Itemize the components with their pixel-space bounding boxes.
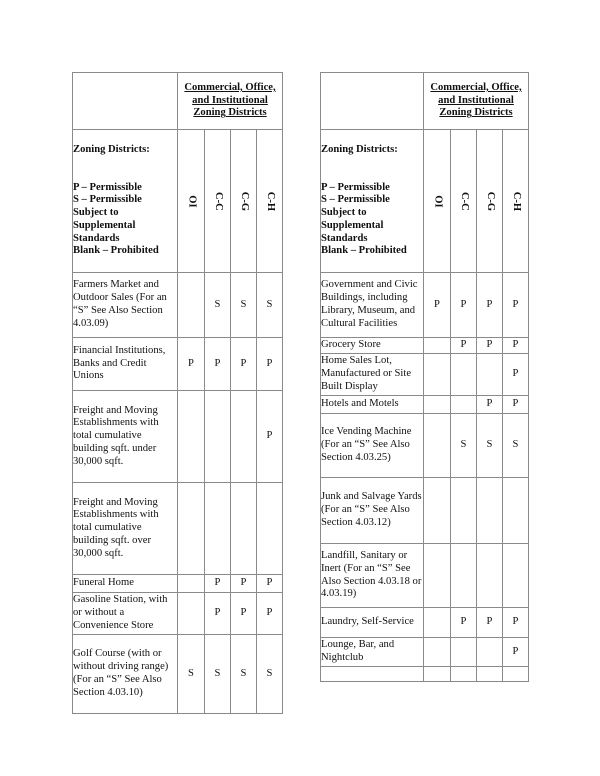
value-c-h: P bbox=[257, 593, 283, 635]
value-oi bbox=[178, 575, 205, 593]
value-oi bbox=[178, 593, 205, 635]
value-c-g bbox=[477, 667, 503, 682]
district-c-c: C-C bbox=[205, 130, 231, 273]
value-c-h: P bbox=[257, 391, 283, 483]
legend-blank: Blank – Prohibited bbox=[73, 245, 159, 257]
table-row bbox=[73, 635, 283, 714]
use-name bbox=[321, 667, 424, 682]
value-c-c bbox=[451, 544, 477, 608]
use-name: Farmers Market and Outdoor Sales (For an “S” See Also Section 4.03.09) bbox=[73, 273, 178, 338]
value-oi bbox=[424, 667, 451, 682]
value-c-h: P bbox=[503, 396, 529, 414]
legend-title: Zoning Districts: bbox=[321, 143, 398, 155]
district-c-g: C-G bbox=[477, 130, 503, 273]
value-c-g bbox=[231, 483, 257, 575]
value-c-g: S bbox=[231, 635, 257, 714]
value-c-c bbox=[205, 483, 231, 575]
use-name: Junk and Salvage Yards (For an “S” See Also Section 4.03.12) bbox=[321, 478, 424, 544]
use-name: Grocery Store bbox=[321, 338, 424, 354]
legend-blank: Blank – Prohibited bbox=[321, 245, 407, 257]
value-c-c: P bbox=[205, 338, 231, 391]
use-name: Gasoline Station, with or without a Convenience Store bbox=[73, 593, 178, 635]
value-c-h: S bbox=[503, 414, 529, 478]
table-row bbox=[321, 414, 529, 478]
value-c-h bbox=[503, 478, 529, 544]
use-name: Freight and Moving Establishments with total cumulative building sqft. over 30,000 sqft. bbox=[73, 483, 178, 575]
value-oi bbox=[424, 338, 451, 354]
value-c-g: P bbox=[231, 338, 257, 391]
value-oi bbox=[178, 273, 205, 338]
value-c-c: P bbox=[205, 575, 231, 593]
value-c-c: S bbox=[205, 273, 231, 338]
use-name: Landfill, Sanitary or Inert (For an “S” See Also Section 4.03.18 or 4.03.19) bbox=[321, 544, 424, 608]
value-oi bbox=[424, 414, 451, 478]
table-row bbox=[321, 273, 529, 338]
value-oi: S bbox=[178, 635, 205, 714]
table-row bbox=[73, 593, 283, 635]
value-c-c bbox=[205, 391, 231, 483]
table-row bbox=[321, 478, 529, 544]
value-c-c: S bbox=[451, 414, 477, 478]
use-name: Freight and Moving Establishments with total cumulative building sqft. under 30,000 sqft. bbox=[73, 391, 178, 483]
use-name: Funeral Home bbox=[73, 575, 178, 593]
value-c-c: P bbox=[451, 608, 477, 638]
table-row bbox=[321, 544, 529, 608]
value-c-g: P bbox=[477, 273, 503, 338]
value-c-g bbox=[231, 391, 257, 483]
use-name: Home Sales Lot, Manufactured or Site Built Display bbox=[321, 354, 424, 396]
value-c-c: S bbox=[205, 635, 231, 714]
value-c-h bbox=[257, 483, 283, 575]
value-c-c bbox=[451, 478, 477, 544]
value-oi bbox=[424, 396, 451, 414]
value-c-g: P bbox=[477, 338, 503, 354]
corner-cell bbox=[321, 73, 424, 130]
value-c-g: P bbox=[477, 608, 503, 638]
table-row bbox=[321, 396, 529, 414]
value-c-c bbox=[451, 396, 477, 414]
district-oi: OI bbox=[424, 130, 451, 273]
value-c-c bbox=[451, 638, 477, 667]
table-row bbox=[321, 667, 529, 682]
value-c-g: S bbox=[231, 273, 257, 338]
value-c-g bbox=[477, 354, 503, 396]
value-c-h: S bbox=[257, 635, 283, 714]
table-row bbox=[321, 608, 529, 638]
table-row bbox=[73, 391, 283, 483]
value-c-c bbox=[451, 354, 477, 396]
value-c-h: P bbox=[503, 354, 529, 396]
value-oi bbox=[178, 391, 205, 483]
district-oi: OI bbox=[178, 130, 205, 273]
value-c-h: S bbox=[257, 273, 283, 338]
value-oi bbox=[424, 354, 451, 396]
value-c-h bbox=[503, 667, 529, 682]
table-row bbox=[321, 338, 529, 354]
use-name: Laundry, Self-Service bbox=[321, 608, 424, 638]
value-c-g bbox=[477, 478, 503, 544]
value-oi bbox=[424, 638, 451, 667]
use-name: Ice Vending Machine (For an “S” See Also Section 4.03.25) bbox=[321, 414, 424, 478]
use-name: Lounge, Bar, and Nightclub bbox=[321, 638, 424, 667]
zoning-table-right bbox=[320, 72, 529, 682]
district-c-c: C-C bbox=[451, 130, 477, 273]
value-oi bbox=[424, 478, 451, 544]
value-oi bbox=[178, 483, 205, 575]
value-c-h: P bbox=[503, 608, 529, 638]
legend bbox=[321, 130, 424, 273]
table-row bbox=[321, 638, 529, 667]
legend-permissible: P – Permissible bbox=[321, 181, 390, 193]
value-c-c: P bbox=[451, 273, 477, 338]
value-oi bbox=[424, 544, 451, 608]
value-c-h bbox=[503, 544, 529, 608]
value-c-h: P bbox=[257, 575, 283, 593]
table-row bbox=[73, 575, 283, 593]
value-c-c bbox=[451, 667, 477, 682]
value-c-h: P bbox=[503, 638, 529, 667]
value-oi bbox=[424, 608, 451, 638]
value-c-h: P bbox=[257, 338, 283, 391]
zoning-table-left bbox=[72, 72, 283, 714]
value-c-c: P bbox=[205, 593, 231, 635]
group-title: Commercial, Office, and Institutional Zoning Districts bbox=[178, 73, 283, 130]
value-c-h: P bbox=[503, 273, 529, 338]
district-c-g: C-G bbox=[231, 130, 257, 273]
legend-supplemental: S – Permissible Subject to Supplemental Standards bbox=[321, 194, 390, 244]
table-row bbox=[73, 273, 283, 338]
value-c-g bbox=[477, 544, 503, 608]
value-c-g: P bbox=[477, 396, 503, 414]
use-name: Government and Civic Buildings, including Library, Museum, and Cultural Facilities bbox=[321, 273, 424, 338]
table-row bbox=[321, 354, 529, 396]
value-oi: P bbox=[424, 273, 451, 338]
legend-title: Zoning Districts: bbox=[73, 143, 150, 155]
value-c-g bbox=[477, 638, 503, 667]
value-c-h: P bbox=[503, 338, 529, 354]
use-name: Financial Institutions, Banks and Credit Unions bbox=[73, 338, 178, 391]
group-title: Commercial, Office, and Institutional Zoning Districts bbox=[424, 73, 529, 130]
district-c-h: C-H bbox=[503, 130, 529, 273]
use-name: Hotels and Motels bbox=[321, 396, 424, 414]
legend-supplemental: S – Permissible Subject to Supplemental Standards bbox=[73, 194, 142, 244]
table-row bbox=[73, 483, 283, 575]
value-oi: P bbox=[178, 338, 205, 391]
corner-cell bbox=[73, 73, 178, 130]
district-c-h: C-H bbox=[257, 130, 283, 273]
table-row bbox=[73, 338, 283, 391]
use-name: Golf Course (with or without driving range) (For an “S” See Also Section 4.03.10) bbox=[73, 635, 178, 714]
value-c-g: P bbox=[231, 575, 257, 593]
value-c-c: P bbox=[451, 338, 477, 354]
value-c-g: S bbox=[477, 414, 503, 478]
legend bbox=[73, 130, 178, 273]
legend-permissible: P – Permissible bbox=[73, 181, 142, 193]
value-c-g: P bbox=[231, 593, 257, 635]
